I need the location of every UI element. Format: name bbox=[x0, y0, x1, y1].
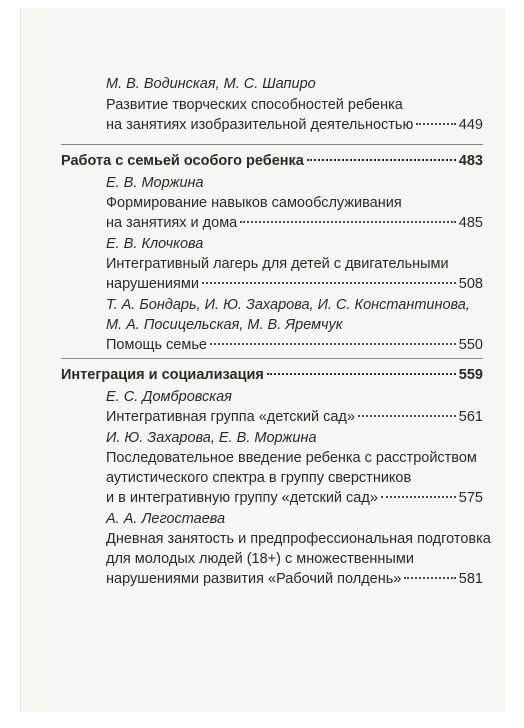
entry-title-line: Формирование навыков самообслуживания bbox=[106, 195, 402, 211]
page-number: 575 bbox=[458, 490, 483, 506]
entry-author: М. А. Посицельская, М. В. Яремчук bbox=[106, 317, 343, 333]
section-heading bbox=[61, 151, 483, 171]
entry-title-line: Развитие творческих способностей ребенка bbox=[106, 97, 403, 113]
toc-entry-line bbox=[106, 407, 483, 427]
dot-leader bbox=[240, 221, 456, 223]
page-number: 559 bbox=[458, 367, 483, 383]
entry-title-line: на занятиях и дома bbox=[106, 215, 238, 231]
section-heading bbox=[61, 365, 483, 385]
page-number: 449 bbox=[458, 117, 483, 133]
page-number: 508 bbox=[458, 276, 483, 292]
section-divider bbox=[61, 358, 483, 359]
page-number: 561 bbox=[458, 409, 483, 425]
toc-entry-line bbox=[106, 488, 483, 508]
dot-leader bbox=[381, 496, 456, 498]
page-number: 581 bbox=[458, 571, 483, 587]
section-title: Интеграция и социализация bbox=[61, 367, 264, 383]
section-title: Работа с семьей особого ребенка bbox=[61, 153, 304, 169]
entry-author: А. А. Легостаева bbox=[106, 511, 226, 527]
entry-title-line: аутистического спектра в группу сверстников bbox=[106, 470, 412, 486]
toc-entry-line bbox=[106, 274, 483, 294]
dot-leader bbox=[404, 577, 455, 579]
entry-title-line: и в интегративную группу «детский сад» bbox=[106, 490, 378, 506]
page-number: 550 bbox=[458, 337, 483, 353]
page-number: 485 bbox=[458, 215, 483, 231]
entry-author: И. Ю. Захарова, Е. В. Моржина bbox=[106, 430, 317, 446]
dot-leader bbox=[210, 343, 456, 345]
entry-author: Е. В. Клочкова bbox=[106, 236, 204, 252]
entry-title-line: нарушениями развития «Рабочий полдень» bbox=[106, 571, 402, 587]
entry-title-line: Помощь семье bbox=[106, 337, 207, 353]
entry-author: Т. А. Бондарь, И. Ю. Захарова, И. С. Константинова, bbox=[106, 297, 470, 313]
toc-entry-line bbox=[106, 335, 483, 355]
entry-author: Е. С. Домбровская bbox=[106, 389, 232, 405]
dot-leader bbox=[267, 373, 456, 375]
entry-title-line: для молодых людей (18+) с множественными bbox=[106, 551, 414, 567]
entry-author: М. В. Водинская, М. С. Шапиро bbox=[106, 76, 316, 92]
entry-title-line: нарушениями bbox=[106, 276, 199, 292]
toc-entry-line bbox=[106, 569, 483, 589]
page-number: 483 bbox=[458, 153, 483, 169]
entry-title-line: Последовательное введение ребенка с расстройством bbox=[106, 450, 477, 466]
dot-leader bbox=[307, 159, 456, 161]
dot-leader bbox=[358, 415, 456, 417]
entry-title-line: Интегративная группа «детский сад» bbox=[106, 409, 355, 425]
dot-leader bbox=[416, 123, 455, 125]
book-page bbox=[20, 8, 505, 712]
entry-title-line: на занятиях изобразительной деятельностью bbox=[106, 117, 414, 133]
entry-title-line: Интегративный лагерь для детей с двигательными bbox=[106, 256, 449, 272]
entry-author: Е. В. Моржина bbox=[106, 175, 204, 191]
toc-entry-line bbox=[106, 115, 483, 135]
section-divider bbox=[61, 144, 483, 145]
entry-title-line: Дневная занятость и предпрофессиональная подготовка bbox=[106, 531, 491, 547]
dot-leader bbox=[202, 282, 456, 284]
toc-entry-line bbox=[106, 213, 483, 233]
